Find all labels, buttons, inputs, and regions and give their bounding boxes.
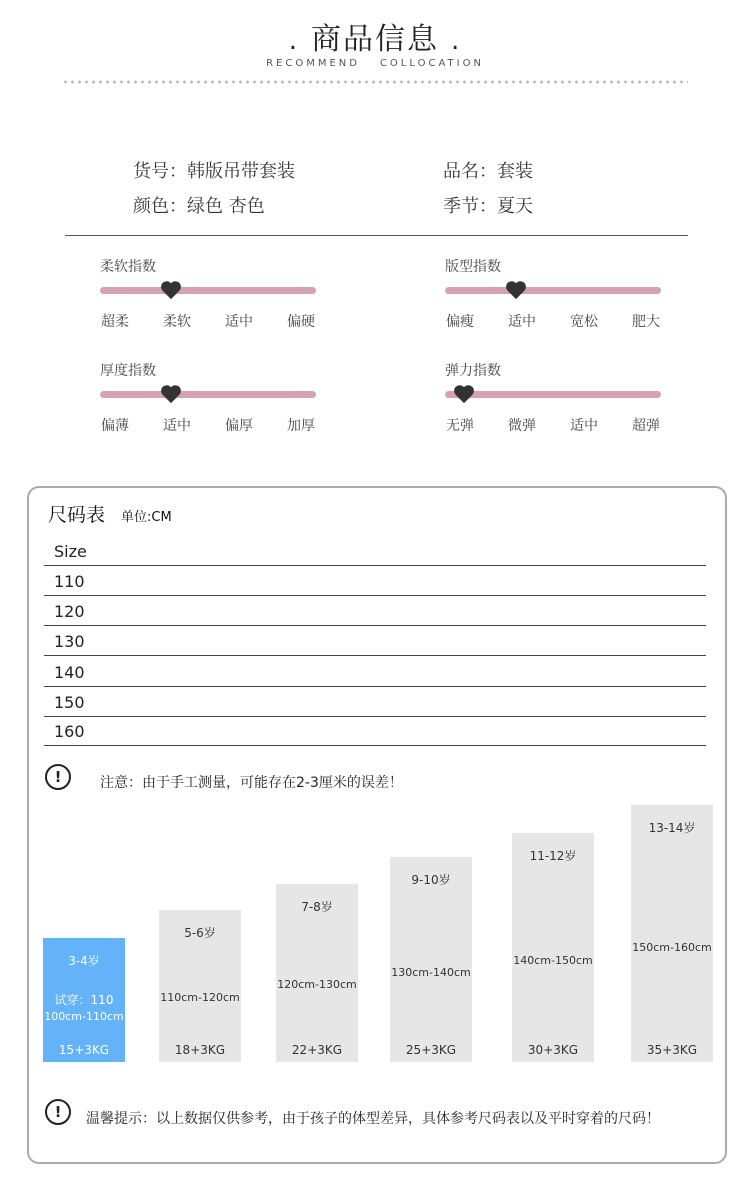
heart-icon [453,384,475,404]
size-row [44,566,706,596]
info-divider [65,235,688,236]
info-season: 季节：夏天 [443,196,533,217]
size-value: 130 [54,632,85,651]
index-tick: 偏薄 [101,418,129,434]
bar-weight: 18+3KG [174,1043,226,1057]
size-row [44,716,706,746]
size-row [44,657,706,687]
bar-age: 11-12岁 [529,849,577,863]
bar-weight: 22+3KG [291,1043,343,1057]
size-value: 160 [54,722,85,741]
bar-height-range: 150cm-160cm [632,941,712,954]
age-bar [512,833,594,1062]
size-row [44,626,706,656]
size-chart-title: 尺码表 [48,504,106,526]
measure-notice: 注意：由于手工测量，可能存在2-3厘米的误差！ [100,775,403,791]
exclamation-circle-icon: ! [45,764,71,790]
title-dot-left: . [288,26,299,56]
bar-age: 13-14岁 [648,821,696,835]
dotted-divider [62,80,688,84]
age-bar [43,938,125,1062]
bar-weight: 15+3KG [58,1043,110,1057]
index-tick: 适中 [163,418,191,434]
heart-icon [505,280,527,300]
index-track [445,391,661,398]
index-track [445,287,661,294]
title-dot-right: . [451,26,462,56]
index-tick: 偏硬 [287,314,315,330]
index-tick: 超柔 [101,314,129,330]
info-item-no: 货号：韩版吊带套装 [133,161,295,182]
size-value: 140 [54,663,85,682]
size-tip: 温馨提示：以上数据仅供参考，由于孩子的体型差异，具体参考尺码表以及平时穿着的尺码！ [86,1111,660,1127]
index-tick: 偏瘦 [446,314,474,330]
index-tick: 无弹 [446,418,474,434]
size-value: 150 [54,693,85,712]
index-label: 版型指数 [445,259,501,275]
page-subtitle [0,58,750,69]
bar-height-range: 100cm-110cm [44,1010,124,1023]
index-track [100,391,316,398]
age-bar [159,910,241,1062]
size-value: 110 [54,572,85,591]
index-tick: 适中 [508,314,536,330]
size-row [44,687,706,717]
bar-age: 9-10岁 [411,873,451,887]
size-chart-unit: 单位:CM [121,510,172,525]
size-header: Size [54,542,87,561]
index-tick: 适中 [225,314,253,330]
info-color: 颜色：绿色 杏色 [133,196,265,217]
age-bar [390,857,472,1062]
bar-age: 7-8岁 [301,900,333,914]
bar-weight: 25+3KG [405,1043,457,1057]
index-tick: 肥大 [632,314,660,330]
bar-weight: 35+3KG [646,1043,698,1057]
size-row [44,596,706,626]
info-name: 品名：套装 [443,161,533,182]
index-label: 厚度指数 [100,363,156,379]
subtitle-left: RECOMMEND [266,58,360,69]
size-header-row [44,536,706,566]
page-title [0,14,750,58]
size-value: 120 [54,602,85,621]
index-tick: 宽松 [570,314,598,330]
index-tick: 柔软 [163,314,191,330]
bar-height-range: 110cm-120cm [160,991,240,1004]
heart-icon [160,280,182,300]
title-text: 商品信息 [311,22,439,57]
bar-height-range: 120cm-130cm [277,978,357,991]
bar-age: 5-6岁 [184,926,216,940]
age-bar [276,884,358,1062]
index-tick: 偏厚 [225,418,253,434]
subtitle-right: COLLOCATION [379,58,484,69]
bar-weight: 30+3KG [527,1043,579,1057]
age-bar [631,805,713,1062]
bar-try-size: 试穿：110 [54,993,114,1007]
bar-height-range: 140cm-150cm [513,954,593,967]
bar-age: 3-4岁 [68,954,100,968]
index-tick: 加厚 [287,418,315,434]
index-tick: 微弹 [508,418,536,434]
index-label: 柔软指数 [100,259,156,275]
index-label: 弹力指数 [445,363,501,379]
index-tick: 超弹 [632,418,660,434]
index-track [100,287,316,294]
exclamation-circle-icon: ! [45,1099,71,1125]
bar-height-range: 130cm-140cm [391,966,471,979]
heart-icon [160,384,182,404]
index-tick: 适中 [570,418,598,434]
